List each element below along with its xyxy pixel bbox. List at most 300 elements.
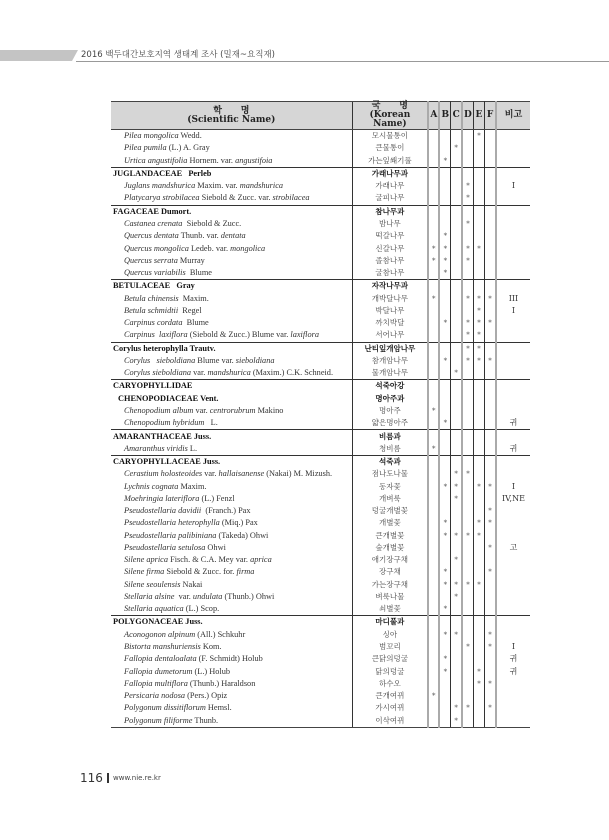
mark-cell-c (451, 329, 462, 342)
note-cell (496, 393, 530, 405)
note-cell (496, 367, 530, 380)
asterisk-icon: * (466, 319, 470, 328)
asterisk-icon: * (454, 531, 458, 540)
scientific-name-italic: aprica (250, 555, 272, 565)
mark-cell-c (451, 493, 462, 505)
scientific-name (111, 579, 352, 591)
scientific-name-italic: Fallopia multiflora (124, 678, 188, 688)
mark-cell-e (473, 167, 484, 180)
scientific-name-header-en: (Scientific Name) (187, 114, 276, 125)
species-row (111, 468, 530, 480)
asterisk-icon: * (477, 667, 481, 676)
scientific-name (111, 180, 352, 192)
korean-name: 굴피나무 (352, 192, 428, 205)
mark-cell-f (485, 180, 496, 192)
scientific-name-italic: Juglans mandshurica (124, 181, 196, 191)
scientific-name-italic: Polygonum dissitiflorum (124, 703, 206, 713)
asterisk-icon: * (432, 406, 436, 415)
mark-cell-d (462, 641, 473, 653)
note-cell: 귀 (509, 443, 518, 453)
scientific-name (111, 468, 352, 480)
note-cell (496, 380, 530, 393)
mark-cell-a (428, 603, 439, 616)
scientific-name-text: CARYOPHYLLIDAE (113, 381, 193, 391)
scientific-name-italic: Pilea pumila (124, 143, 167, 153)
scientific-name-text: (Maxim.) C.K. Schneid. (250, 368, 334, 378)
mark-cell-d (462, 367, 473, 380)
note-cell (496, 242, 530, 254)
mark-cell-e (473, 142, 484, 154)
scientific-name (111, 155, 352, 168)
note-cell: IV,NE (502, 493, 525, 503)
species-row (111, 480, 530, 492)
mark-cell-d (462, 142, 473, 154)
mark-cell-e (473, 629, 484, 641)
mark-cell-f (485, 702, 496, 714)
mark-cell-b (439, 505, 450, 517)
asterisk-icon: * (443, 667, 448, 676)
mark-cell-b (439, 653, 450, 665)
note-cell: I (511, 481, 516, 491)
korean-name-header (352, 102, 428, 130)
mark-cell-e (473, 180, 484, 192)
mark-cell-a (428, 417, 439, 430)
mark-cell-b (439, 678, 450, 690)
mark-cell-d (462, 430, 473, 443)
mark-cell-b (439, 205, 450, 218)
note-cell (496, 714, 530, 727)
species-row (111, 579, 530, 591)
korean-name: 애기장구채 (352, 554, 428, 566)
scientific-name-italic: strobilacea (272, 193, 310, 203)
mark-cell-c (451, 180, 462, 192)
mark-cell-f (485, 393, 496, 405)
asterisk-icon: * (454, 494, 458, 503)
note-cell (496, 280, 530, 293)
korean-name: 싱아 (352, 629, 428, 641)
mark-cell-d (462, 355, 473, 367)
mark-cell-a (428, 702, 439, 714)
mark-cell-c (451, 130, 462, 143)
mark-cell-b (439, 641, 450, 653)
scientific-name-text: Thunb. (192, 715, 219, 725)
note-cell (496, 629, 530, 641)
note-cell: 귀 (509, 418, 518, 428)
mark-cell-c (451, 167, 462, 180)
mark-cell-a (428, 443, 439, 456)
mark-cell-c (451, 653, 462, 665)
scientific-name-italic: Silene seoulensis (124, 579, 181, 589)
mark-cell-e (473, 468, 484, 480)
mark-cell-f (485, 653, 496, 665)
scientific-name-text: L. (204, 418, 218, 428)
mark-cell-b (439, 714, 450, 727)
scientific-name-italic: Chenopodium album (124, 405, 194, 415)
species-row (111, 142, 530, 154)
family-row (111, 342, 530, 355)
asterisk-icon: * (477, 294, 481, 303)
mark-cell-c (451, 678, 462, 690)
scientific-name-italic: sieboldiana (235, 355, 275, 365)
asterisk-icon: * (466, 194, 470, 203)
scientific-name-italic: Polygonum filiforme (124, 715, 193, 725)
scientific-name-text: (Pers.) Opiz (185, 691, 228, 701)
scientific-name-italic: laxiflora (290, 330, 319, 340)
note-cell (496, 255, 530, 267)
mark-cell-b (439, 430, 450, 443)
mark-cell-c (451, 255, 462, 267)
family-row (111, 380, 530, 393)
note-cell: 귀 (509, 666, 518, 676)
asterisk-icon: * (488, 356, 492, 365)
mark-cell-f (485, 380, 496, 393)
asterisk-icon: * (477, 356, 481, 365)
korean-name-header-ko: 국 명 (371, 101, 408, 111)
mark-cell-a (428, 480, 439, 492)
asterisk-icon: * (432, 294, 436, 303)
mark-cell-b (439, 405, 450, 417)
asterisk-icon: * (466, 643, 470, 652)
scientific-name (111, 267, 352, 280)
mark-cell-d (462, 305, 473, 317)
mark-cell-e (473, 579, 484, 591)
scientific-name (111, 714, 352, 727)
asterisk-icon: * (466, 256, 470, 265)
korean-name-header-en: (Korean Name) (369, 110, 411, 129)
scientific-name-text: var. (202, 469, 219, 479)
mark-cell-e (473, 641, 484, 653)
column-e-header: E (473, 102, 484, 130)
note-cell (496, 218, 530, 230)
mark-cell-b (439, 242, 450, 254)
column-d-header: D (462, 102, 473, 130)
mark-cell-b (439, 480, 450, 492)
mark-cell-d (462, 591, 473, 603)
asterisk-icon: * (488, 482, 492, 491)
scientific-name-italic: Carpinus laxiflora (124, 330, 188, 340)
scientific-name-italic: Quercus mongolica (124, 243, 189, 253)
mark-cell-d (462, 505, 473, 517)
mark-cell-e (473, 192, 484, 205)
mark-cell-d (462, 579, 473, 591)
mark-cell-f (485, 616, 496, 629)
mark-cell-f (485, 714, 496, 727)
species-row (111, 653, 530, 665)
mark-cell-c (451, 292, 462, 304)
mark-cell-f (485, 329, 496, 342)
note-cell (496, 690, 530, 702)
scientific-name-text: (L.) Scop. (183, 604, 220, 614)
mark-cell-e (473, 702, 484, 714)
mark-cell-e (473, 355, 484, 367)
note-cell (496, 579, 530, 591)
mark-cell-b (439, 417, 450, 430)
mark-cell-d (462, 542, 473, 554)
mark-cell-a (428, 566, 439, 578)
korean-name: 닭의덩굴 (352, 665, 428, 677)
korean-name: 개별꽃 (352, 517, 428, 529)
mark-cell-a (428, 329, 439, 342)
mark-cell-b (439, 155, 450, 168)
mark-cell-b (439, 443, 450, 456)
scientific-name-text: (L.) Holub (192, 666, 231, 676)
species-row (111, 714, 530, 727)
note-cell (496, 678, 530, 690)
subgroup-row (111, 393, 530, 405)
asterisk-icon: * (443, 232, 448, 241)
asterisk-icon: * (454, 630, 458, 639)
mark-cell-e (473, 554, 484, 566)
scientific-name (111, 205, 352, 218)
scientific-name-italic: Lychnis cognata (124, 481, 179, 491)
footer-url[interactable]: www.nie.re.kr (113, 774, 161, 782)
mark-cell-c (451, 554, 462, 566)
mark-cell-a (428, 591, 439, 603)
scientific-name-text: Blume var. (195, 355, 236, 365)
note-cell (496, 230, 530, 242)
scientific-name-italic: Amaranthus viridis (124, 443, 188, 453)
asterisk-icon: * (443, 256, 448, 265)
species-row (111, 367, 530, 380)
mark-cell-d (462, 517, 473, 529)
asterisk-icon: * (466, 294, 470, 303)
species-row (111, 443, 530, 456)
scientific-name-text: Siebold & Zucc. var. (199, 193, 273, 203)
scientific-name (111, 517, 352, 529)
species-row (111, 702, 530, 714)
scientific-name (111, 393, 352, 405)
mark-cell-f (485, 505, 496, 517)
note-cell (496, 517, 530, 529)
mark-cell-d (462, 192, 473, 205)
species-row (111, 267, 530, 280)
scientific-name (111, 678, 352, 690)
scientific-name-italic: firma (236, 567, 255, 577)
mark-cell-b (439, 230, 450, 242)
mark-cell-d (462, 230, 473, 242)
scientific-name-italic: Silene firma (124, 567, 165, 577)
mark-cell-a (428, 579, 439, 591)
mark-cell-c (451, 579, 462, 591)
mark-cell-a (428, 292, 439, 304)
species-row (111, 542, 530, 554)
korean-name: 물개암나무 (352, 367, 428, 380)
note-cell (496, 430, 530, 443)
scientific-name (111, 443, 352, 456)
scientific-name (111, 355, 352, 367)
scientific-name-text: (Nakai) M. Mizush. (264, 469, 333, 479)
mark-cell-a (428, 505, 439, 517)
asterisk-icon: * (488, 568, 492, 577)
scientific-name-text: var. (191, 368, 208, 378)
scientific-name-italic: mongolica (230, 243, 266, 253)
species-row (111, 690, 530, 702)
column-a-header: A (428, 102, 439, 130)
mark-cell-d (462, 155, 473, 168)
mark-cell-d (462, 653, 473, 665)
species-row (111, 566, 530, 578)
asterisk-icon: * (454, 704, 458, 713)
column-f-header: F (485, 102, 496, 130)
mark-cell-d (462, 393, 473, 405)
asterisk-icon: * (443, 482, 448, 491)
asterisk-icon: * (488, 643, 492, 652)
scientific-name-text: (Thunb.) Haraldson (187, 678, 256, 688)
scientific-name (111, 505, 352, 517)
mark-cell-b (439, 280, 450, 293)
species-row (111, 665, 530, 677)
note-cell (496, 616, 530, 629)
scientific-name-italic: mandshurica (239, 181, 284, 191)
mark-cell-b (439, 142, 450, 154)
mark-cell-e (473, 430, 484, 443)
mark-cell-c (451, 542, 462, 554)
scientific-name-italic: Castanea crenata (124, 218, 183, 228)
mark-cell-f (485, 566, 496, 578)
mark-cell-c (451, 690, 462, 702)
species-row (111, 629, 530, 641)
mark-cell-b (439, 267, 450, 280)
korean-name: 까치박달 (352, 317, 428, 329)
asterisk-icon: * (488, 704, 492, 713)
mark-cell-a (428, 267, 439, 280)
korean-name: 가시여뀌 (352, 702, 428, 714)
mark-cell-b (439, 255, 450, 267)
mark-cell-d (462, 167, 473, 180)
scientific-name-italic: Pseudostellaria palibiniana (124, 530, 217, 540)
mark-cell-d (462, 443, 473, 456)
mark-cell-b (439, 380, 450, 393)
species-row (111, 155, 530, 168)
asterisk-icon: * (466, 470, 470, 479)
species-row (111, 641, 530, 653)
note-cell (496, 142, 530, 154)
note-cell (496, 591, 530, 603)
mark-cell-f (485, 280, 496, 293)
mark-cell-d (462, 714, 473, 727)
mark-cell-a (428, 255, 439, 267)
korean-name: 벼룩나물 (352, 591, 428, 603)
mark-cell-a (428, 714, 439, 727)
mark-cell-b (439, 517, 450, 529)
mark-cell-c (451, 305, 462, 317)
asterisk-icon: * (443, 419, 448, 428)
note-cell (496, 455, 530, 468)
asterisk-icon: * (466, 331, 470, 340)
scientific-name-italic: Chenopodium hybridum (124, 418, 205, 428)
asterisk-icon: * (466, 244, 470, 253)
species-row (111, 292, 530, 304)
species-row (111, 355, 530, 367)
scientific-name-italic: Betula schmidtii (124, 305, 179, 315)
mark-cell-a (428, 493, 439, 505)
mark-cell-b (439, 317, 450, 329)
mark-cell-b (439, 367, 450, 380)
mark-cell-e (473, 530, 484, 542)
korean-name: 큰개별꽃 (352, 530, 428, 542)
mark-cell-e (473, 480, 484, 492)
mark-cell-e (473, 517, 484, 529)
asterisk-icon: * (488, 319, 492, 328)
mark-cell-d (462, 267, 473, 280)
species-row (111, 517, 530, 529)
species-row (111, 603, 530, 616)
mark-cell-f (485, 342, 496, 355)
family-row (111, 167, 530, 180)
scientific-name-italic: Persicaria nodosa (124, 691, 186, 701)
mark-cell-e (473, 218, 484, 230)
scientific-name-text: (Thunb.) Ohwi (222, 591, 275, 601)
species-row (111, 218, 530, 230)
note-cell (496, 167, 530, 180)
scientific-name-text: var. (193, 405, 210, 415)
mark-cell-c (451, 468, 462, 480)
asterisk-icon: * (443, 156, 448, 165)
mark-cell-d (462, 205, 473, 218)
korean-name: 참나무과 (352, 205, 428, 218)
scientific-name-italic: Stellaria alsine (124, 591, 175, 601)
mark-cell-a (428, 205, 439, 218)
scientific-name-text: JUGLANDACEAE Perleb (113, 168, 212, 178)
scientific-name-text: Corylus heterophylla Trautv. (113, 343, 216, 353)
mark-cell-d (462, 242, 473, 254)
note-cell (496, 603, 530, 616)
note-cell (496, 702, 530, 714)
scientific-name-italic: Pseudostellaria setulosa (124, 542, 206, 552)
mark-cell-d (462, 317, 473, 329)
scientific-name-italic: Aconogonon alpinum (124, 629, 196, 639)
scientific-name (111, 280, 352, 293)
scientific-name-text: Ledeb. var. (188, 243, 231, 253)
mark-cell-a (428, 142, 439, 154)
mark-cell-a (428, 130, 439, 143)
scientific-name-text: Fisch. & C.A. Mey var. (168, 555, 251, 565)
korean-name: 가는잎쐐기풀 (352, 155, 428, 168)
scientific-name-text: (F. Schmidt) Holub (196, 654, 263, 664)
scientific-name-text: CHENOPODIACEAE Vent. (118, 393, 219, 403)
species-row (111, 493, 530, 505)
mark-cell-b (439, 192, 450, 205)
asterisk-icon: * (454, 144, 458, 153)
mark-cell-f (485, 417, 496, 430)
scientific-name-italic: Stellaria aquatica (124, 604, 184, 614)
mark-cell-c (451, 591, 462, 603)
note-cell: III (508, 293, 519, 303)
species-row (111, 417, 530, 430)
note-cell (496, 530, 530, 542)
scientific-name-text: (L.) Fenzl (199, 493, 235, 503)
asterisk-icon: * (477, 344, 481, 353)
mark-cell-e (473, 653, 484, 665)
mark-cell-e (473, 566, 484, 578)
note-cell: 고 (509, 542, 518, 552)
mark-cell-b (439, 616, 450, 629)
asterisk-icon: * (454, 580, 458, 589)
korean-name: 명아주 (352, 405, 428, 417)
species-row (111, 242, 530, 254)
species-row (111, 329, 530, 342)
asterisk-icon: * (488, 294, 492, 303)
asterisk-icon: * (477, 132, 481, 141)
species-row (111, 130, 530, 143)
scientific-name (111, 142, 352, 154)
scientific-name-text: Siebold & Zucc. (182, 218, 242, 228)
korean-name: 석죽아강 (352, 380, 428, 393)
mark-cell-b (439, 180, 450, 192)
mark-cell-b (439, 305, 450, 317)
mark-cell-d (462, 665, 473, 677)
scientific-name (111, 591, 352, 603)
